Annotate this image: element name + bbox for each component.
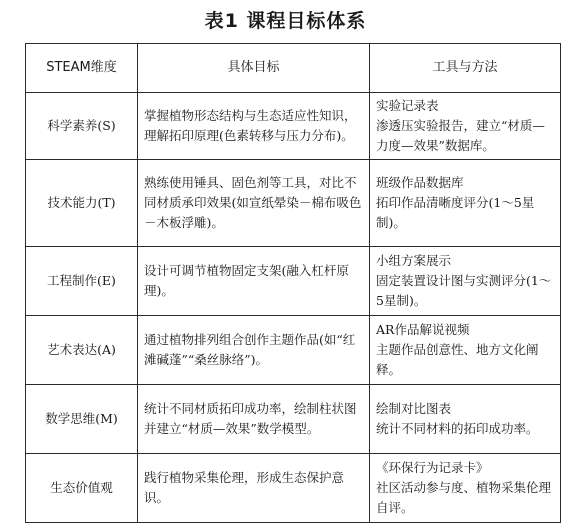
table-row xyxy=(26,247,561,316)
row-dimension: 艺术表达(A) xyxy=(26,316,138,385)
table-header-row xyxy=(26,44,561,93)
header-dimension: STEAM维度 xyxy=(26,44,138,93)
header-goal: 具体目标 xyxy=(138,44,370,93)
row-tools: 绘制对比图表 统计不同材料的拓印成功率。 xyxy=(370,385,561,454)
row-tools: 实验记录表 渗透压实验报告，建立“材质—力度—效果”数据库。 xyxy=(370,93,561,160)
row-goal: 设计可调节植物固定支架(融入杠杆原理)。 xyxy=(138,247,370,316)
table-title: 表1 课程目标体系 xyxy=(204,10,367,32)
row-dimension: 生态价值观 xyxy=(26,454,138,523)
row-goal: 统计不同材质拓印成功率，绘制柱状图并建立“材质—效果”数学模型。 xyxy=(138,385,370,454)
row-goal: 掌握植物形态结构与生态适应性知识，理解拓印原理(色素转移与压力分布)。 xyxy=(138,93,370,160)
row-dimension: 工程制作(E) xyxy=(26,247,138,316)
row-goal: 通过植物排列组合创作主题作品(如“红滩碱蓬”“桑丝脉络”)。 xyxy=(138,316,370,385)
table-row xyxy=(26,385,561,454)
course-goal-table xyxy=(25,43,561,523)
table-row xyxy=(26,93,561,160)
row-goal: 熟练使用锤具、固色剂等工具，对比不同材质承印效果(如宣纸晕染－棉布吸色－木板浮雕)。 xyxy=(138,160,370,247)
row-dimension: 技术能力(T) xyxy=(26,160,138,247)
header-tools: 工具与方法 xyxy=(370,44,561,93)
row-tools: 小组方案展示 固定装置设计图与实测评分(1～5星制)。 xyxy=(370,247,561,316)
row-goal: 践行植物采集伦理，形成生态保护意识。 xyxy=(138,454,370,523)
row-tools: 班级作品数据库 拓印作品清晰度评分(1～5星制)。 xyxy=(370,160,561,247)
table-row xyxy=(26,316,561,385)
row-tools: 《环保行为记录卡》 社区活动参与度、植物采集伦理自评。 xyxy=(370,454,561,523)
table-row xyxy=(26,454,561,523)
row-dimension: 科学素养(S) xyxy=(26,93,138,160)
table-row xyxy=(26,160,561,247)
row-dimension: 数学思维(M) xyxy=(26,385,138,454)
row-tools: AR作品解说视频 主题作品创意性、地方文化阐释。 xyxy=(370,316,561,385)
